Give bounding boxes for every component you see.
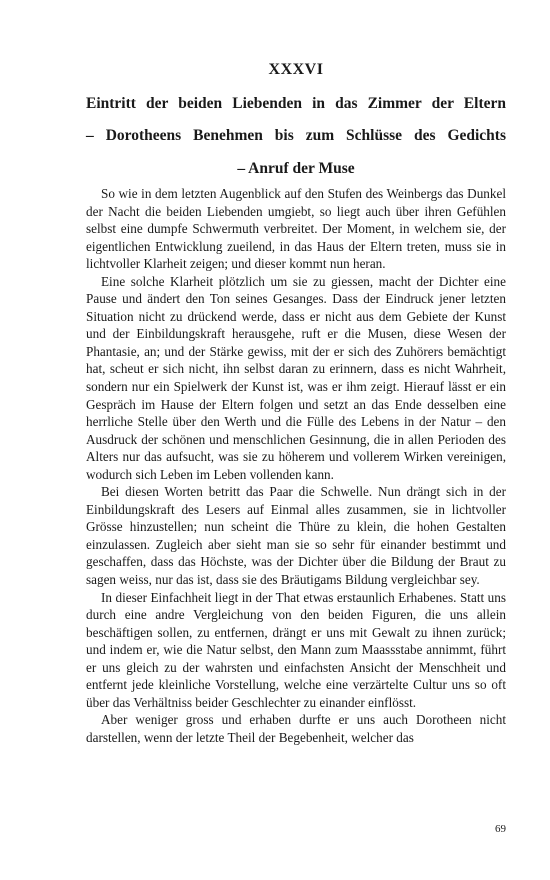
chapter-number: XXXVI [268, 61, 324, 78]
paragraph: In dieser Einfachheit liegt in der That etwas erstaunlich Erhabenes. Statt uns durch eine andre Vergleichung von den beiden Figuren, die uns allein beschäftigen sollen, zu entfernen, drängt er uns mit Gewalt zu ihnen zurück; und indem er, wie die Natur selbst, den Mann zum Maassstabe annimmt, führt er uns gleich zu der wahrsten und einfachsten Ansicht der Menschheit und entfernt jede kleinliche Vorstellung, welche eine verzärtelte Cultur uns so oft über das Verhältniss beider Geschlechter zu einander einflösst. [86, 589, 506, 710]
chapter-heading-line-1: Eintritt der beiden Liebenden in das Zimmer der Eltern [86, 95, 506, 112]
chapter-heading-line-3: – Anruf der Muse [237, 160, 355, 177]
paragraph: Aber weniger gross und erhaben durfte er uns auch Dorotheen nicht darstellen, wenn der letzte Theil der Begebenheit, welcher das [86, 712, 506, 745]
chapter-heading-line-2: – Dorotheens Benehmen bis zum Schlüsse des Gedichts [86, 127, 506, 144]
body-text [86, 185, 506, 747]
page-number: 69 [495, 823, 506, 835]
paragraph: Bei diesen Worten betritt das Paar die Schwelle. Nun drängt sich in der Einbildungskraft des Lesers auf Einmal alles zusammen, sie in lichtvoller Grösse hinzustellen; nun scheint die Thüre zu klein, die hohen Gestalten einzulassen. Zugleich aber sieht man sie so sehr für einander bestimmt und geschaffen, dass das Höchste, was der Dichter über die Bildung der Braut zu sagen weiss, nur das ist, dass sie des Bräutigams Bildung vergleichbar sey. [86, 484, 506, 588]
paragraph: So wie in dem letzten Augenblick auf den Stufen des Weinbergs das Dunkel der Nacht die beiden Liebenden umgiebt, so liegt auch über ihren Gefühlen selbst eine dumpfe Schwermuth verbreitet. Der Moment, in welchem sie, der eigentlichen Entwicklung zueilend, in das Haus der Eltern treten, muss sie in lichtvoller Klarheit zeigen; und dieser kommt nun heran. [86, 186, 506, 272]
paragraph: Eine solche Klarheit plötzlich um sie zu giessen, macht der Dichter eine Pause und ändert den Ton seines Gesanges. Dass der Eindruck jener letzten Situation nicht zu drückend werde, dass er nicht aus dem Gebiete der Kunst und der Einbildungskraft herausgehe, ruft er die Musen, diese Wesen der Phantasie, an; und der Stärke gewiss, mit der er sich des Zuhörers bemächtigt hat, scheut er sich nicht, ihn selbst daran zu erinnern, dass es nicht Wahrheit, sondern nur ein Spielwerk der Kunst ist, was er ihm zeigt. Hierauf lässt er ein Gespräch im Hause der Eltern folgen und setzt an das Ende desselben eine herrliche Stelle über den Werth und die Fülle des Lebens in der Natur – den Ausdruck der schönen und menschlichen Gesinnung, die in allen Perioden des Alters nur das aufsucht, was sie zu höherem und vollerem Wirken vereinigen, wodurch sich Leben im Leben vollenden kann. [86, 273, 506, 482]
book-page [86, 0, 506, 880]
